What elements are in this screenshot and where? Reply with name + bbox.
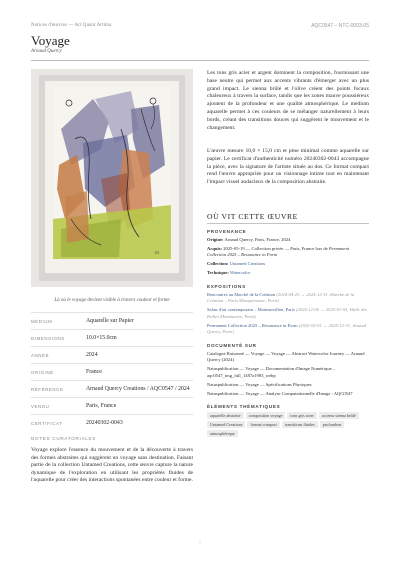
spec-row-certificate bbox=[31, 414, 193, 431]
documented-link[interactable]: Natuspublication — Voyage — Documentation d'Image Numérique – aqc0547_img_full_1487a1983_webp bbox=[207, 366, 336, 378]
origin-value: Arnaud Quercy, Paris, France, 2024 bbox=[224, 237, 291, 242]
collection-label: Collection: bbox=[207, 261, 229, 267]
provenance-technique bbox=[207, 270, 369, 276]
spec-key: VENDU bbox=[31, 403, 50, 409]
exhibition-link[interactable]: Permanent Collection 2025 – Resonance in Form bbox=[207, 322, 298, 328]
exhibition-item bbox=[207, 307, 369, 320]
exhibition-item bbox=[207, 292, 369, 305]
documented-link[interactable]: Natuspublication — Voyage — Analyse Computationnelle d'Image : AQC0547 bbox=[207, 390, 353, 396]
photo-caption: Là où le voyage devient visible à travers couleur et forme bbox=[54, 298, 170, 303]
exhibition-meta: (2025-05-01 → 2025-12-31, Arnaud Quercy, Paris) bbox=[207, 322, 367, 335]
exhibition-link[interactable]: Salon d'art contemporain – Montmorillon, Paris bbox=[207, 307, 295, 313]
exhibition-meta: (2024-12-06 → 2025-01-05, Halle des Halles Montmartre, Paris) bbox=[207, 307, 368, 319]
exhibition-meta: (2024-04-23 → 2024-12-31, Marché de la Création – Paris Montparnasse, Paris) bbox=[207, 292, 355, 304]
where-details bbox=[207, 229, 369, 437]
technique-link[interactable]: Watercolor bbox=[229, 270, 251, 276]
acquired-label: Acquis: bbox=[207, 245, 223, 251]
tag-list bbox=[207, 412, 369, 437]
spec-key: CERTIFICAT bbox=[31, 420, 63, 426]
theme-tag[interactable]: aquarelle abstraite bbox=[207, 412, 244, 419]
spec-value: Arnaud Quercy Creations / AQC0547 / 2024 bbox=[86, 386, 190, 392]
acquired-event: Permanent Collection 2025 – Resonance in Form bbox=[207, 245, 350, 258]
documented-link[interactable]: Natuspublication — Voyage — Spécifications Physiques bbox=[207, 381, 312, 387]
spec-value: Aquarelle sur Papier bbox=[86, 318, 134, 324]
page-indicator: | bbox=[199, 540, 201, 545]
theme-tag[interactable]: tons gris acier bbox=[287, 412, 317, 419]
spec-row-reference bbox=[31, 380, 193, 397]
description-paragraph-2: L'œuvre mesure 10,0 × 15,0 cm et pèse minimal comme aquarelle sur papier. Le certificat d'authenticité numéro 20240302-0043 accompagne la pièce, avec la signature de l'artiste située au dos. Ce format compact rend l'œuvre appropriée pour un visionnage intime tout en maintenant l'impact visuel audacieux de la composition abstraite. bbox=[207, 148, 369, 186]
spec-key: DIMENSIONS bbox=[31, 335, 65, 341]
collection-link[interactable]: Untamed Creations bbox=[229, 261, 266, 267]
header-divider bbox=[31, 60, 369, 61]
exhibitions-heading: EXPOSITIONS bbox=[207, 284, 246, 290]
acquired-value: 2025-05-19 — Collection privée — Paris, France lors de bbox=[223, 245, 328, 251]
where-divider bbox=[207, 223, 369, 224]
spec-row-origin bbox=[31, 363, 193, 380]
spec-row-dimensions bbox=[31, 329, 193, 346]
spec-value: 10.0×15.0cm bbox=[86, 335, 117, 341]
documented-link[interactable]: Catalogue Raisonné — Voyage — Voyage — Abstract Watercolor Journey — Arnaud Quercy (2024) bbox=[207, 350, 365, 363]
spec-key: MÉDIUM bbox=[31, 318, 53, 324]
spec-value: 2024 bbox=[86, 352, 98, 358]
theme-tag[interactable]: format compact bbox=[247, 421, 279, 428]
breadcrumb: Notices d'œuvres — Art Quant Artima bbox=[31, 23, 112, 28]
spec-key: ORIGINE bbox=[31, 369, 54, 375]
theme-tag[interactable]: atmosphérique bbox=[207, 430, 238, 437]
spec-key: ANNÉE bbox=[31, 352, 50, 358]
artist-name[interactable]: Arnaud Quercy bbox=[31, 49, 62, 54]
spec-row-sold bbox=[31, 397, 193, 414]
notes-body: Voyage explore l'essence du mouvement et de la découverte à travers des formes abstraites qui suggèrent un voyage sans destination. Faisant partie de la collection Untamed Creations, cette œuvre capture la nature dynamique de l'exploration en utilisant les propriétés fluides de l'aquarelle pour créer des interactions spontanées entre couleur et forme. bbox=[31, 447, 193, 484]
where-heading: OÙ VIT CETTE ŒUVRE bbox=[207, 212, 298, 221]
artwork-image bbox=[31, 69, 193, 287]
provenance-origin bbox=[207, 237, 369, 243]
technique-label: Technique: bbox=[207, 270, 229, 276]
notes-heading: NOTES CURATORIALES bbox=[31, 436, 97, 441]
provenance-acquired bbox=[207, 246, 369, 259]
spec-row-medium bbox=[31, 312, 193, 329]
spec-row-year bbox=[31, 346, 193, 363]
theme-tag[interactable]: accents sienna brûlé bbox=[319, 412, 359, 419]
page-title: Voyage bbox=[31, 33, 70, 48]
artwork-photo bbox=[31, 69, 193, 287]
theme-tag[interactable]: Untamed Creations bbox=[207, 421, 245, 428]
spec-value: France bbox=[86, 369, 102, 375]
reference-number: AQC0547 – NTC-0003-05 bbox=[311, 23, 369, 29]
spec-key: RÉFÉRENCE bbox=[31, 386, 64, 392]
spec-value: 20240302-0043 bbox=[86, 420, 123, 426]
provenance-heading: PROVENANCE bbox=[207, 229, 247, 234]
specs-table bbox=[31, 312, 193, 431]
provenance-collection bbox=[207, 261, 369, 267]
description-paragraph-1: Les tons gris acier et argent dominent la composition, fournissant une base neutre qui permet aux accents vibrants d'émerger avec un plus grand impact. Le sienna brûlé et l'olive créent des points focaux chaleureux à travers la surface, tandis que les zones mauve poussiéreux ajoutent de la profondeur et une qualité atmosphérique. Le medium aquarelle permet à ces couleurs de se mélanger naturellement à leurs bords, créant des transitions douces qui suggèrent le mouvement et le changement. bbox=[207, 70, 369, 131]
documented-heading: DOCUMENTÉ SUR bbox=[207, 342, 257, 348]
theme-tag[interactable]: transitions fluides bbox=[282, 421, 318, 428]
spec-value: Paris, France bbox=[86, 403, 117, 409]
exhibition-link[interactable]: Rencontres au Marché de la Création bbox=[207, 292, 276, 298]
theme-tag[interactable]: profondeur bbox=[320, 421, 345, 428]
svg-text:m: m bbox=[155, 251, 159, 256]
theme-tag[interactable]: composition voyage bbox=[246, 412, 286, 419]
origin-label: Origine: bbox=[207, 237, 224, 242]
themes-heading: ÉLÉMENTS THÉMATIQUES bbox=[207, 404, 281, 410]
exhibition-item bbox=[207, 323, 369, 336]
